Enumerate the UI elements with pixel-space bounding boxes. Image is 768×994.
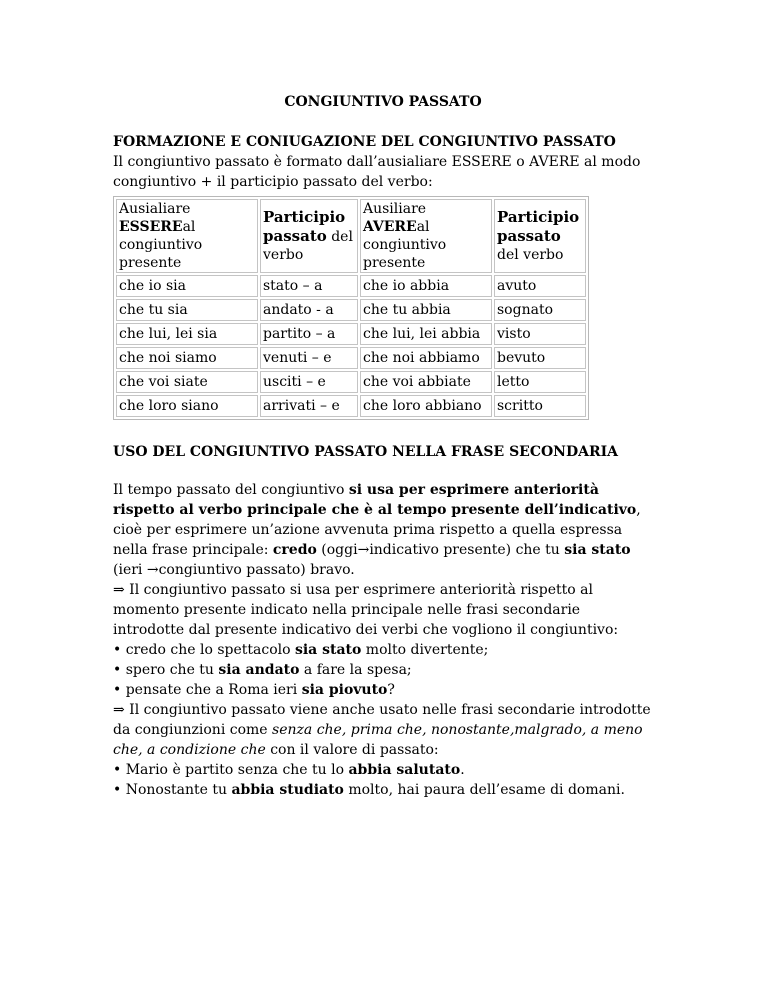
table-cell: venuti – e <box>260 347 358 369</box>
table-cell: che voi abbiate <box>360 371 492 393</box>
paragraph-intro: ⇒ Il congiuntivo passato si usa per esprimere anteriorità rispetto al momento presente indicato nella principale nelle frasi secondarie introdotte dal presente indicativo dei verbi che vogliono il congiuntivo: <box>113 582 619 638</box>
table-cell: usciti – e <box>260 371 358 393</box>
list-item: • Nonostante tu abbia studiato molto, hai paura dell’esame di domani. <box>113 782 625 798</box>
section-heading: FORMAZIONE E CONIUGAZIONE DEL CONGIUNTIVO PASSATO <box>113 134 616 150</box>
header-cell: Participio passato del verbo <box>260 199 358 273</box>
table-row <box>116 275 586 297</box>
paragraph-line: congiuntivo + il participio passato del verbo: <box>113 174 433 190</box>
list-item: • Mario è partito senza che tu lo abbia salutato. <box>113 762 465 778</box>
header-cell: Ausialiare ESSEREal congiuntivo presente <box>116 199 258 273</box>
table-cell: andato - a <box>260 299 358 321</box>
paragraph-line: Il congiuntivo passato è formato dall’ausialiare ESSERE o AVERE al modo <box>113 154 641 170</box>
table-cell: che noi siamo <box>116 347 258 369</box>
list-item: • credo che lo spettacolo sia stato molto divertente; <box>113 642 489 658</box>
table-row <box>116 299 586 321</box>
paragraph-presente <box>113 580 653 700</box>
table-cell: che io abbia <box>360 275 492 297</box>
table-cell: bevuto <box>494 347 586 369</box>
section-heading: USO DEL CONGIUNTIVO PASSATO NELLA FRASE SECONDARIA <box>113 444 619 460</box>
table-cell: che noi abbiamo <box>360 347 492 369</box>
table-cell: che voi siate <box>116 371 258 393</box>
header-cell: Ausiliare AVEREal congiuntivo presente <box>360 199 492 273</box>
table-cell: scritto <box>494 395 586 417</box>
conjugation-table <box>113 196 589 420</box>
table-cell: visto <box>494 323 586 345</box>
section-formazione <box>113 132 653 192</box>
page-title: CONGIUNTIVO PASSATO <box>284 94 482 110</box>
list-item: • pensate che a Roma ieri sia piovuto? <box>113 682 395 698</box>
table-cell: avuto <box>494 275 586 297</box>
section-uso <box>113 442 653 462</box>
table-cell: che tu abbia <box>360 299 492 321</box>
table-row <box>116 347 586 369</box>
table-cell: che lui, lei sia <box>116 323 258 345</box>
table-cell: che tu sia <box>116 299 258 321</box>
table-cell: che loro siano <box>116 395 258 417</box>
table-header-row <box>116 199 586 273</box>
list-item: • spero che tu sia andato a fare la spesa; <box>113 662 412 678</box>
table-cell: che lui, lei abbia <box>360 323 492 345</box>
table-cell: letto <box>494 371 586 393</box>
table-cell: stato – a <box>260 275 358 297</box>
table-cell: che io sia <box>116 275 258 297</box>
table-cell: arrivati – e <box>260 395 358 417</box>
table-cell: sognato <box>494 299 586 321</box>
table-cell: partito – a <box>260 323 358 345</box>
table-row <box>116 371 586 393</box>
table-row <box>116 323 586 345</box>
table-cell: che loro abbiano <box>360 395 492 417</box>
table-row <box>116 395 586 417</box>
header-cell: Participio passato del verbo <box>494 199 586 273</box>
paragraph-anteriorita: Il tempo passato del congiuntivo si usa per esprimere anteriorità rispetto al verbo principale che è al tempo presente dell’indicativo, cioè per esprimere un’azione avvenuta prima rispetto a quella espressa nella frase principale: credo (oggi→indicativo presente) che tu sia stato (ieri →congiuntivo passato) bravo. <box>113 482 641 578</box>
paragraph-congiunzioni: ⇒ Il congiuntivo passato viene anche usato nelle frasi secondarie introdotte da congiunzioni come senza che, prima che, nonostante,malgrado, a meno che, a condizione che con il valore di passato: • Mario è partito senza che tu lo abbia salutato. • Nonostante tu abbia studiato molto, hai paura dell’esame di domani. <box>113 700 653 800</box>
